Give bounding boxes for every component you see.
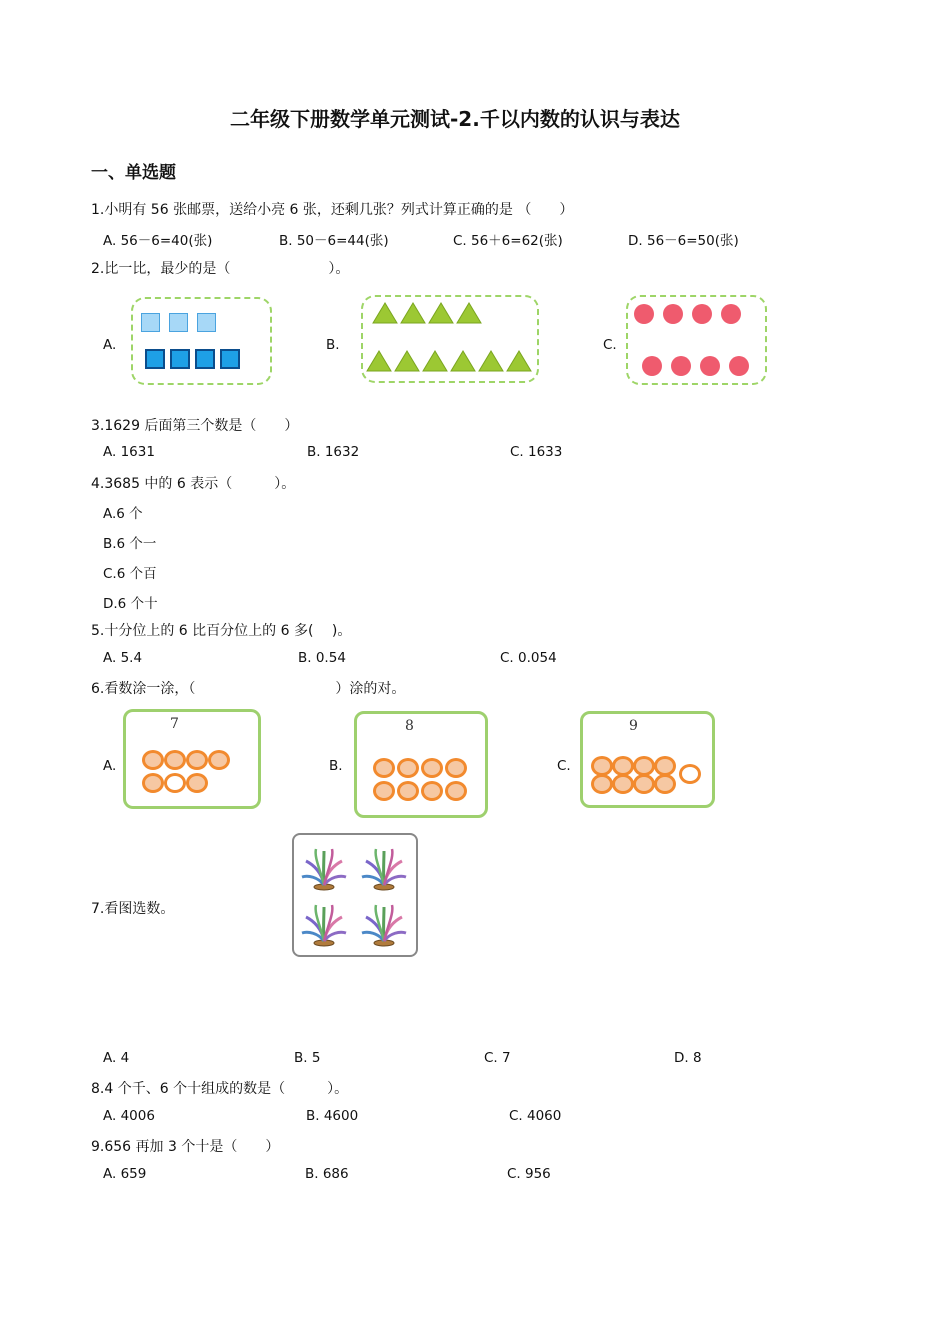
dark-square [145, 349, 165, 369]
question-4: 4.3685 中的 6 表示（ ）。 [91, 476, 296, 492]
q2-option-c[interactable]: C. [603, 337, 617, 353]
colored-circle [373, 781, 395, 801]
q3-option-b[interactable]: B. 1632 [307, 444, 360, 460]
colored-circle [397, 758, 419, 778]
question-6: 6.看数涂一涂，（ ）涂的对。 [91, 681, 406, 697]
q2-option-b[interactable]: B. [326, 337, 340, 353]
q2-figure-c-dots [626, 295, 767, 385]
colored-circle [397, 781, 419, 801]
q8-option-b[interactable]: B. 4600 [306, 1108, 359, 1124]
colored-circle [208, 750, 230, 770]
colored-circle [142, 750, 164, 770]
page-title: 二年级下册数学单元测试-2.千以内数的认识与表达 [230, 107, 680, 131]
q6-card-c [580, 711, 715, 808]
q9-option-c[interactable]: C. 956 [507, 1166, 551, 1182]
q4-option-d[interactable]: D.6 个十 [103, 596, 158, 612]
empty-circle [679, 764, 701, 784]
q6-option-b[interactable]: B. [329, 758, 343, 774]
colored-circle [142, 773, 164, 793]
question-9: 9.656 再加 3 个十是（ ） [91, 1139, 280, 1155]
light-square [197, 313, 216, 332]
q4-option-a[interactable]: A.6 个 [103, 506, 143, 522]
red-dot [700, 356, 720, 376]
question-8: 8.4 个千、6 个十组成的数是（ ）。 [91, 1081, 349, 1097]
red-dot [663, 304, 683, 324]
colored-circle [421, 781, 443, 801]
q5-option-c[interactable]: C. 0.054 [500, 650, 557, 666]
colored-circle [186, 773, 208, 793]
colored-circle [591, 756, 613, 776]
colored-circle [654, 756, 676, 776]
red-dot [642, 356, 662, 376]
q9-option-a[interactable]: A. 659 [103, 1166, 147, 1182]
q2-figure-a-squares [131, 297, 272, 385]
colored-circle [164, 750, 186, 770]
colored-circle [654, 774, 676, 794]
q6-option-c[interactable]: C. [557, 758, 571, 774]
q3-option-a[interactable]: A. 1631 [103, 444, 155, 460]
colored-circle [591, 774, 613, 794]
dark-square [195, 349, 215, 369]
colored-circle [445, 781, 467, 801]
q8-option-a[interactable]: A. 4006 [103, 1108, 155, 1124]
plant-icons [294, 835, 416, 955]
q6-option-a[interactable]: A. [103, 758, 117, 774]
red-dot [671, 356, 691, 376]
colored-circle [186, 750, 208, 770]
q5-option-b[interactable]: B. 0.54 [298, 650, 346, 666]
q7-option-c[interactable]: C. 7 [484, 1050, 511, 1066]
q2-figure-b-triangles [361, 295, 539, 383]
q1-option-b[interactable]: B. 50－6=44(张) [279, 233, 389, 249]
q1-option-d[interactable]: D. 56－6=50(张) [628, 233, 739, 249]
question-2: 2.比一比，最少的是（ ）。 [91, 261, 350, 277]
q1-option-c[interactable]: C. 56＋6=62(张) [453, 233, 563, 249]
red-dot [729, 356, 749, 376]
q6-card-a [123, 709, 261, 809]
question-7: 7.看图选数。 [91, 901, 175, 917]
q1-option-a[interactable]: A. 56－6=40(张) [103, 233, 213, 249]
q2-option-a[interactable]: A. [103, 337, 117, 353]
colored-circle [373, 758, 395, 778]
triangles-svg [361, 295, 539, 383]
card-number: 8 [405, 718, 414, 734]
dark-square [170, 349, 190, 369]
q7-option-d[interactable]: D. 8 [674, 1050, 702, 1066]
question-5: 5.十分位上的 6 比百分位上的 6 多( )。 [91, 623, 352, 639]
q4-option-c[interactable]: C.6 个百 [103, 566, 157, 582]
card-number: 9 [629, 718, 638, 734]
colored-circle [612, 774, 634, 794]
question-1: 1.小明有 56 张邮票，送给小亮 6 张，还剩几张？列式计算正确的是 （ ） [91, 202, 574, 218]
red-dot [692, 304, 712, 324]
colored-circle [633, 756, 655, 776]
light-square [141, 313, 160, 332]
question-3: 3.1629 后面第三个数是（ ） [91, 418, 299, 434]
q3-option-c[interactable]: C. 1633 [510, 444, 563, 460]
q9-option-b[interactable]: B. 686 [305, 1166, 349, 1182]
q7-option-b[interactable]: B. 5 [294, 1050, 321, 1066]
q5-option-a[interactable]: A. 5.4 [103, 650, 143, 666]
red-dot [721, 304, 741, 324]
red-dot [634, 304, 654, 324]
colored-circle [612, 756, 634, 776]
light-square [169, 313, 188, 332]
q7-option-a[interactable]: A. 4 [103, 1050, 130, 1066]
colored-circle [421, 758, 443, 778]
q4-option-b[interactable]: B.6 个一 [103, 536, 157, 552]
colored-circle [445, 758, 467, 778]
empty-circle [164, 773, 186, 793]
q8-option-c[interactable]: C. 4060 [509, 1108, 562, 1124]
section-heading: 一、单选题 [91, 163, 176, 183]
dark-square [220, 349, 240, 369]
q6-card-b [354, 711, 488, 818]
q7-plant-picture [292, 833, 418, 957]
colored-circle [633, 774, 655, 794]
card-number: 7 [170, 716, 179, 732]
